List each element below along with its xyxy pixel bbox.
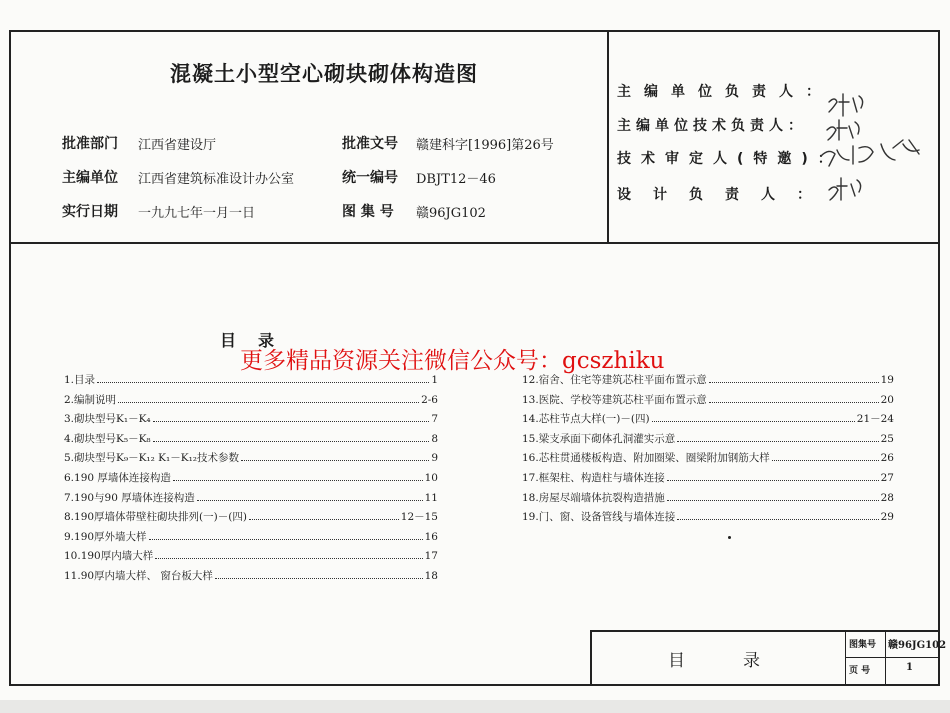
toc-entry-page: 11	[424, 491, 438, 504]
toc-entry	[64, 411, 438, 431]
effective-date-label: 实行日期	[62, 204, 118, 220]
effective-date-value: 一九九七年一月一日	[138, 206, 256, 221]
toc-entry	[64, 509, 438, 529]
unified-no-label: 统一编号	[342, 170, 398, 186]
title-block-divider-2	[885, 630, 886, 686]
toc-entry-text: 10.190厚内墙大样	[64, 550, 154, 563]
approval-dept-label: 批准部门	[62, 136, 118, 152]
toc-leader-dots	[173, 479, 423, 481]
toc-entry-page: 18	[424, 569, 438, 582]
toc-entry-page: 28	[880, 491, 894, 504]
toc-leader-dots	[155, 557, 422, 559]
toc-leader-dots	[772, 459, 879, 461]
toc-entry-page: 7	[431, 413, 438, 426]
title-block-page-label: 页 号	[849, 666, 871, 676]
approval-dept-value: 江西省建设厅	[138, 138, 217, 153]
toc-entry	[522, 392, 894, 412]
toc-leader-dots	[709, 401, 879, 403]
resp-row-tech-head: 主编单位技术负责人：	[617, 118, 807, 134]
page-title: 混凝土小型空心砌块砌体构造图	[170, 62, 478, 86]
toc-entry-page: 27	[880, 471, 894, 484]
toc-entry-text: 3.砌块型号K₁－K₄	[64, 413, 151, 426]
toc-leader-dots	[677, 518, 878, 520]
approval-doc-label: 批准文号	[342, 136, 398, 152]
toc-entry	[522, 490, 894, 510]
title-block-row-divider	[845, 657, 940, 658]
toc-leader-dots	[709, 381, 879, 383]
toc-entry-text: 2.编制说明	[64, 393, 117, 406]
toc-entry-page: 2-6	[421, 393, 438, 406]
toc-entry-text: 14.芯柱节点大样(一)－(四)	[522, 413, 650, 426]
toc-entry-text: 13.医院、学校等建筑芯柱平面布置示意	[522, 393, 707, 406]
editor-unit-label: 主编单位	[62, 170, 118, 186]
toc-leader-dots	[667, 499, 879, 501]
title-block-divider	[845, 630, 846, 686]
title-block-atlas-label: 图集号	[849, 640, 877, 650]
handwritten-signatures	[815, 88, 935, 206]
toc-entry	[64, 372, 438, 392]
toc-entry	[64, 568, 438, 588]
toc-leader-dots	[241, 459, 429, 461]
toc-entry-text: 5.砌块型号K₉－K₁₂ K₁－K₁₂技术参数	[64, 452, 239, 465]
toc-entry-text: 8.190厚墙体带壁柱砌块排列(一)－(四)	[64, 511, 247, 524]
title-block-page-value: 1	[906, 662, 913, 673]
toc-entry-text: 1.目录	[64, 374, 96, 386]
toc-entry	[64, 431, 438, 451]
toc-entry	[522, 470, 894, 490]
toc-right-column	[522, 372, 894, 529]
toc-entry-text: 19.门、窗、设备管线与墙体连接	[522, 511, 676, 524]
approval-doc-value: 赣建科字[1996]第26号	[416, 138, 554, 153]
toc-entry	[522, 431, 894, 451]
watermark-text: 更多精品资源关注微信公众号：gcszhiku	[240, 348, 665, 374]
toc-entry-page: 1	[431, 374, 438, 386]
toc-leader-dots	[153, 420, 430, 422]
toc-entry	[64, 450, 438, 470]
toc-entry-text: 6.190 厚墙体连接构造	[64, 471, 171, 484]
toc-entry-text: 15.梁支承面下砌体孔洞灌实示意	[522, 432, 676, 445]
toc-entry-text: 4.砌块型号K₅－K₈	[64, 432, 151, 445]
title-block-main: 目录	[668, 651, 818, 671]
toc-leader-dots	[97, 381, 429, 383]
toc-leader-dots	[215, 577, 423, 579]
unified-no-value: DBJT12－46	[416, 172, 496, 187]
toc-entry-page: 8	[431, 432, 438, 445]
toc-leader-dots	[249, 518, 399, 520]
toc-entry-page: 20	[880, 393, 894, 406]
toc-entry	[522, 372, 894, 392]
toc-leader-dots	[197, 499, 423, 501]
resp-row-reviewer: 技术审定人(特邀)：	[617, 151, 842, 167]
atlas-no-label: 图 集 号	[342, 204, 394, 220]
atlas-no-value: 赣96JG102	[416, 206, 486, 221]
toc-entry	[522, 509, 894, 529]
toc-leader-dots	[667, 479, 879, 481]
toc-left-column	[64, 372, 438, 588]
title-block-atlas-value: 赣96JG102	[888, 640, 947, 651]
header-divider	[9, 242, 940, 244]
toc-entry-text: 16.芯柱贯通楼板构造、附加圈梁、圈梁附加钢筋大样	[522, 452, 770, 465]
toc-entry	[522, 450, 894, 470]
toc-entry	[64, 392, 438, 412]
resp-row-editor-head: 主编单位负责人：	[617, 84, 833, 100]
toc-entry	[64, 548, 438, 568]
toc-entry	[522, 411, 894, 431]
toc-entry-text: 7.190与90 厚墙体连接构造	[64, 491, 195, 504]
toc-title: 目录	[220, 331, 297, 350]
toc-entry-text: 11.90厚内墙大样、 窗台板大样	[64, 569, 213, 582]
toc-leader-dots	[677, 440, 878, 442]
toc-entry-page: 21－24	[856, 413, 894, 426]
resp-row-designer: 设计负责人：	[617, 187, 833, 203]
toc-entry-page: 19	[880, 374, 894, 386]
editor-unit-value: 江西省建筑标准设计办公室	[138, 172, 295, 187]
toc-leader-dots	[118, 401, 419, 403]
stray-dot	[728, 536, 731, 539]
toc-entry-text: 12.宿舍、住宅等建筑芯柱平面布置示意	[522, 374, 707, 386]
toc-entry	[64, 529, 438, 549]
toc-leader-dots	[153, 440, 430, 442]
toc-entry-page: 29	[880, 511, 894, 524]
toc-entry-page: 26	[880, 452, 894, 465]
toc-entry-text: 17.框架柱、构造柱与墙体连接	[522, 471, 665, 484]
toc-entry-page: 9	[431, 452, 438, 465]
toc-entry	[64, 490, 438, 510]
toc-leader-dots	[652, 420, 855, 422]
toc-leader-dots	[149, 538, 423, 540]
toc-entry	[64, 470, 438, 490]
toc-entry-page: 25	[880, 432, 894, 445]
toc-entry-page: 12－15	[400, 511, 438, 524]
toc-entry-page: 16	[424, 530, 438, 543]
toc-entry-page: 17	[424, 550, 438, 563]
toc-entry-page: 10	[424, 471, 438, 484]
toc-entry-text: 18.房屋尽端墙体抗裂构造措施	[522, 491, 665, 504]
scan-bottom-edge	[0, 700, 950, 713]
header-vertical-divider	[607, 30, 609, 242]
toc-entry-text: 9.190厚外墙大样	[64, 530, 147, 543]
